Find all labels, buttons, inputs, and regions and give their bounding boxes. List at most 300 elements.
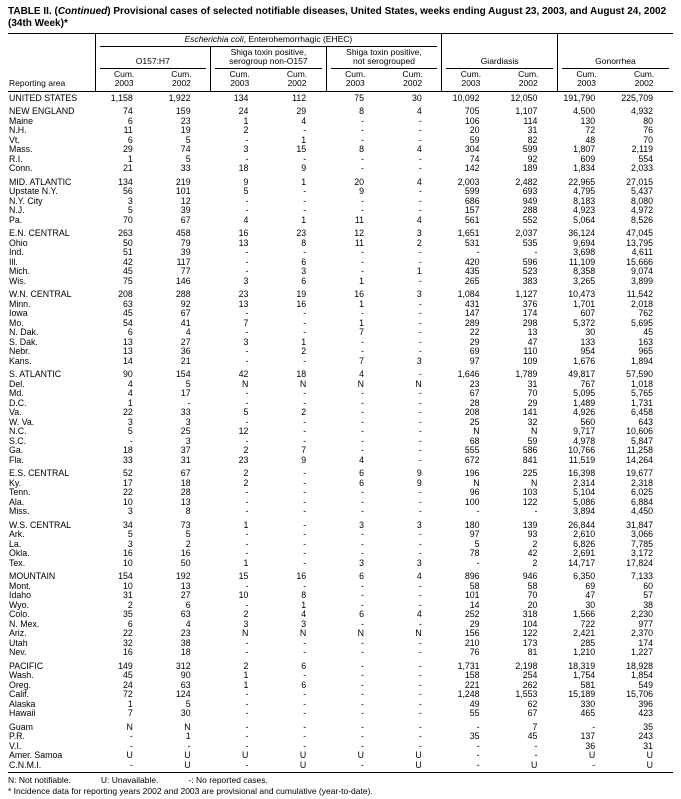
value-cell: 561 <box>464 215 480 225</box>
value-cell: N <box>126 721 133 732</box>
reporting-area-cell: S. ATLANTIC <box>9 369 62 379</box>
value-cell: - <box>418 721 422 732</box>
value-cell: 4 <box>359 455 364 465</box>
reporting-area-cell: Ky. <box>9 478 22 488</box>
value-cell: 5,372 <box>573 318 596 328</box>
value-cell: - <box>361 135 364 145</box>
value-cell: - <box>245 309 249 318</box>
value-cell: 1,894 <box>630 356 653 366</box>
value-cell: 3,066 <box>630 530 653 539</box>
footnotes <box>8 773 673 796</box>
table-row <box>8 206 673 216</box>
value-cell: 6 <box>185 600 191 610</box>
value-cell: - <box>303 417 307 427</box>
value-cell: - <box>418 276 422 286</box>
table-row <box>8 479 673 489</box>
value-cell: 6,025 <box>630 488 653 497</box>
value-cell: 67 <box>527 709 538 718</box>
value-cell: 383 <box>522 276 538 286</box>
value-cell: 30 <box>180 709 191 718</box>
value-cell: - <box>129 436 133 446</box>
reporting-area-cell: Minn. <box>9 299 31 309</box>
value-cell: - <box>361 196 364 206</box>
value-cell: 23 <box>469 379 480 389</box>
value-cell: 896 <box>464 571 480 581</box>
value-cell: 3 <box>243 337 249 347</box>
value-cell: 15,189 <box>568 690 596 699</box>
value-cell: - <box>245 206 249 215</box>
value-cell: 312 <box>175 660 191 671</box>
value-cell: 554 <box>638 154 653 164</box>
value-cell: 6 <box>359 478 364 488</box>
reporting-area-cell: Conn. <box>9 164 33 173</box>
reporting-area-cell: Del. <box>9 379 25 389</box>
value-cell: 6 <box>301 660 307 671</box>
value-cell: 9 <box>359 187 364 196</box>
value-cell: 535 <box>522 238 538 248</box>
value-cell: 5 <box>185 379 191 389</box>
value-cell: - <box>418 741 422 751</box>
value-cell: 146 <box>175 276 191 286</box>
value-cell: 549 <box>638 680 653 690</box>
value-cell: - <box>361 126 364 135</box>
value-cell: - <box>361 248 364 257</box>
value-cell: 5 <box>243 408 249 417</box>
value-cell: - <box>245 328 249 337</box>
value-cell: 97 <box>469 530 480 539</box>
value-cell: 21 <box>180 356 191 366</box>
value-cell: 10 <box>123 558 133 568</box>
value-cell: 49,817 <box>568 369 596 379</box>
table-row <box>8 91 673 103</box>
value-cell: - <box>303 309 307 318</box>
value-cell: 10,473 <box>568 289 596 299</box>
value-cell: 3 <box>301 267 307 276</box>
value-cell: 304 <box>464 145 480 154</box>
notifiable-diseases-table <box>8 33 673 773</box>
value-cell: 147 <box>464 309 480 318</box>
value-cell: - <box>418 408 422 417</box>
value-cell: 263 <box>118 228 133 238</box>
value-cell: 7,133 <box>630 571 653 581</box>
value-cell: 106 <box>464 116 480 126</box>
table-row <box>8 338 673 348</box>
column-header-5: Cum. 2003 <box>326 69 384 92</box>
table-row <box>8 328 673 338</box>
value-cell: - <box>361 347 364 356</box>
value-cell: 11 <box>123 126 133 135</box>
value-cell: 7 <box>532 721 538 732</box>
value-cell: 435 <box>464 267 480 276</box>
value-cell: 12 <box>180 196 191 206</box>
value-cell: 1,553 <box>515 690 538 699</box>
reporting-area-cell: Mont. <box>9 581 32 591</box>
reporting-area-cell: Alaska <box>9 699 36 709</box>
value-cell: 4 <box>301 610 307 619</box>
value-cell: - <box>361 648 364 657</box>
value-cell: 3 <box>301 619 307 629</box>
table-row <box>8 629 673 639</box>
value-cell: - <box>534 248 538 257</box>
value-cell: - <box>245 732 249 741</box>
value-cell: 2,037 <box>515 228 538 238</box>
value-cell: 16 <box>296 299 307 309</box>
value-cell: - <box>303 638 307 648</box>
table-row <box>8 418 673 428</box>
reporting-area-cell: Fla. <box>9 455 24 465</box>
value-cell: 4,972 <box>630 206 653 215</box>
reporting-area-cell: Tenn. <box>9 488 31 497</box>
value-cell: 20 <box>469 126 480 135</box>
table-row <box>8 582 673 592</box>
value-cell: - <box>534 741 538 751</box>
value-cell: 5,847 <box>630 436 653 446</box>
value-cell: - <box>418 488 422 497</box>
table-row <box>8 408 673 418</box>
value-cell: 30 <box>585 600 596 610</box>
value-cell: 3 <box>416 519 422 530</box>
value-cell: 1 <box>301 337 307 347</box>
value-cell: - <box>303 721 307 732</box>
value-cell: - <box>361 581 364 591</box>
value-cell: 72 <box>123 690 133 699</box>
table-row <box>8 300 673 310</box>
value-cell: - <box>245 530 249 539</box>
value-cell: - <box>476 721 480 732</box>
value-cell: 5 <box>127 530 133 539</box>
value-cell: 78 <box>469 549 480 558</box>
value-cell: - <box>418 398 422 408</box>
value-cell: 77 <box>180 267 191 276</box>
value-cell: 59 <box>469 135 480 145</box>
value-cell: - <box>418 347 422 356</box>
value-cell: 16,398 <box>568 468 596 478</box>
value-cell: 18,319 <box>568 660 596 671</box>
value-cell: 55 <box>469 709 480 718</box>
reporting-area-cell: Ark. <box>9 530 25 539</box>
value-cell: 50 <box>123 238 133 248</box>
value-cell: 18 <box>180 648 191 657</box>
value-cell: 48 <box>585 135 596 145</box>
value-cell: 39 <box>180 206 191 215</box>
value-cell: 20 <box>527 600 538 610</box>
value-cell: 35 <box>643 721 653 732</box>
value-cell: 3 <box>359 519 364 530</box>
value-cell: - <box>245 356 249 366</box>
value-cell: 6 <box>301 680 307 690</box>
value-cell: 693 <box>522 187 538 196</box>
column-header-3: Cum. 2003 <box>211 69 269 92</box>
value-cell: 5 <box>243 187 249 196</box>
reporting-area-cell: Mass. <box>9 145 33 154</box>
value-cell: 1,084 <box>457 289 480 299</box>
value-cell: 4 <box>416 571 422 581</box>
value-cell: 265 <box>464 276 480 286</box>
value-cell: - <box>418 549 422 558</box>
value-cell: 22 <box>123 488 133 497</box>
value-cell: 27,015 <box>626 176 653 187</box>
value-cell: 101 <box>464 591 480 600</box>
value-cell: - <box>442 761 500 773</box>
column-header-6: Cum. 2002 <box>384 69 442 92</box>
value-cell: 37 <box>180 446 191 455</box>
value-cell: 3 <box>127 196 133 206</box>
legend-item: U: Unavailable. <box>100 775 159 785</box>
value-cell: 23 <box>180 629 191 638</box>
value-cell: - <box>361 591 364 600</box>
value-cell: 1 <box>359 318 364 328</box>
value-cell: - <box>361 699 364 709</box>
value-cell: 13 <box>123 347 133 356</box>
value-cell: 6 <box>127 328 133 337</box>
value-cell: - <box>303 732 307 741</box>
value-cell: 6,350 <box>573 571 596 581</box>
value-cell: 24 <box>123 680 133 690</box>
value-cell: N <box>357 379 364 389</box>
reporting-area-cell: UNITED STATES <box>9 92 78 103</box>
reporting-area-cell: Ohio <box>9 238 28 248</box>
value-cell: 36,124 <box>568 228 596 238</box>
value-cell: U <box>299 751 307 760</box>
value-cell: - <box>418 446 422 455</box>
value-cell: 2,003 <box>457 176 480 187</box>
column-header-4: Cum. 2002 <box>268 69 326 92</box>
value-cell: 73 <box>180 519 191 530</box>
value-cell: 219 <box>175 176 191 187</box>
value-cell: 59 <box>527 436 538 446</box>
value-cell: N <box>299 379 307 389</box>
table-row <box>8 620 673 630</box>
value-cell: - <box>303 699 307 709</box>
table-row <box>8 117 673 127</box>
table-row <box>8 465 673 479</box>
value-cell: 13,795 <box>626 238 653 248</box>
value-cell: - <box>303 558 307 568</box>
reporting-area-cell: Colo. <box>9 610 30 619</box>
legend-item: -: No reported cases. <box>188 775 268 785</box>
value-cell: 6 <box>359 571 364 581</box>
reporting-area-cell: V.I. <box>9 741 22 751</box>
value-cell: 2,198 <box>515 660 538 671</box>
value-cell: 8,183 <box>573 196 596 206</box>
value-cell: 174 <box>522 309 538 318</box>
value-cell: 5 <box>185 154 191 164</box>
value-cell: 12 <box>238 427 249 436</box>
value-cell: 134 <box>233 92 249 103</box>
value-cell: 3,265 <box>573 276 596 286</box>
value-cell: 977 <box>638 619 653 629</box>
value-cell: 1 <box>243 671 249 680</box>
value-cell: 3 <box>243 145 249 154</box>
value-cell: 82 <box>527 135 538 145</box>
value-cell: 110 <box>523 347 538 356</box>
value-cell: 31 <box>180 455 191 465</box>
value-cell: 1,754 <box>573 671 596 680</box>
value-cell: - <box>303 389 307 398</box>
value-cell: 2 <box>243 610 249 619</box>
value-cell: 609 <box>580 154 596 164</box>
value-cell: 1,018 <box>630 379 653 389</box>
table-row <box>8 145 673 155</box>
value-cell: 56 <box>123 187 133 196</box>
value-cell: - <box>245 741 249 751</box>
value-cell: 10,092 <box>452 92 480 103</box>
reporting-area-cell: R.I. <box>9 154 23 164</box>
value-cell: - <box>418 337 422 347</box>
value-cell: - <box>418 248 422 257</box>
value-cell: 5 <box>474 539 480 549</box>
value-cell: 9 <box>243 176 249 187</box>
value-cell: 47 <box>585 591 596 600</box>
value-cell: 74 <box>180 145 191 154</box>
subgroup-shiga-non-o157-header: Shiga toxin positive, serogroup non-O157 <box>211 47 327 69</box>
reporting-area-cell: NEW ENGLAND <box>9 106 75 116</box>
column-header-10: Cum. 2002 <box>615 69 673 92</box>
value-cell: - <box>245 600 249 610</box>
value-cell: 672 <box>464 455 480 465</box>
value-cell: - <box>245 549 249 558</box>
value-cell: 1,248 <box>457 690 480 699</box>
value-cell: 9,717 <box>573 427 596 436</box>
ehec-rest-label: , Enterohemorrhagic (EHEC) <box>243 34 353 44</box>
reporting-area-cell: Upstate N.Y. <box>9 187 58 196</box>
value-cell: 23 <box>238 289 249 299</box>
value-cell: - <box>361 427 364 436</box>
value-cell: 109 <box>522 356 538 366</box>
value-cell: - <box>418 638 422 648</box>
value-cell: 1 <box>243 116 249 126</box>
value-cell: 45 <box>123 267 133 276</box>
value-cell: 122 <box>522 497 538 507</box>
table-row <box>8 366 673 380</box>
value-cell: 68 <box>469 436 480 446</box>
value-cell: U <box>357 751 364 760</box>
value-cell: 14,717 <box>568 558 596 568</box>
value-cell: 24 <box>238 106 249 116</box>
value-cell: 16 <box>123 648 133 657</box>
value-cell: - <box>476 248 480 257</box>
value-cell: 8,526 <box>630 215 653 225</box>
value-cell: 76 <box>469 648 480 657</box>
value-cell: 288 <box>522 206 538 215</box>
value-cell: 10,606 <box>626 427 653 436</box>
table-row <box>8 719 673 733</box>
value-cell: - <box>418 680 422 690</box>
value-cell: - <box>361 721 364 732</box>
table-week-label: (34th Week)* <box>8 17 68 29</box>
value-cell: - <box>95 761 153 773</box>
title-continued: Continued <box>57 6 108 17</box>
value-cell: 9,694 <box>573 238 596 248</box>
value-cell: 60 <box>643 581 653 591</box>
table-row <box>8 732 673 742</box>
value-cell: - <box>303 356 307 366</box>
table-row <box>8 498 673 508</box>
value-cell: 2 <box>416 238 422 248</box>
value-cell: - <box>245 488 249 497</box>
value-cell: 5,064 <box>573 215 596 225</box>
value-cell: 3 <box>127 539 133 549</box>
reporting-area-header: Reporting area <box>8 34 95 92</box>
table-row <box>8 568 673 582</box>
table-row <box>8 507 673 517</box>
table-row <box>8 187 673 197</box>
value-cell: 4 <box>127 379 133 389</box>
value-cell: 5,086 <box>573 497 596 507</box>
value-cell: 3 <box>127 507 133 516</box>
value-cell: 22 <box>123 629 133 638</box>
table-row <box>8 399 673 409</box>
value-cell: 139 <box>522 519 538 530</box>
value-cell: 1 <box>243 519 249 530</box>
title-main: ) Provisional cases of selected notifiable diseases, United States, weeks ending August 23, 2003, and August 24, 2002 <box>107 6 667 17</box>
reporting-area-cell: W.S. CENTRAL <box>9 519 72 530</box>
value-cell: 2,610 <box>573 530 596 539</box>
value-cell: 6 <box>127 116 133 126</box>
value-cell: 2 <box>243 126 249 135</box>
value-cell: 3,899 <box>630 276 653 286</box>
table-row <box>8 591 673 601</box>
value-cell: - <box>361 206 364 215</box>
reporting-area-cell: D.C. <box>9 398 27 408</box>
value-cell: 67 <box>180 215 191 225</box>
value-cell: 3 <box>416 558 422 568</box>
value-cell: 4,923 <box>573 206 596 215</box>
value-cell: 6 <box>359 468 364 478</box>
value-cell: - <box>303 581 307 591</box>
value-cell: 2 <box>532 558 538 568</box>
value-cell: - <box>303 507 307 516</box>
value-cell: - <box>211 761 269 773</box>
column-header-2: Cum. 2002 <box>153 69 211 92</box>
value-cell: 196 <box>464 468 480 478</box>
value-cell: 3,172 <box>630 549 653 558</box>
value-cell: 31 <box>123 591 133 600</box>
value-cell: - <box>303 497 307 507</box>
table-row <box>8 700 673 710</box>
value-cell: 560 <box>580 417 596 427</box>
value-cell: 29 <box>123 145 133 154</box>
value-cell: 34 <box>123 519 133 530</box>
value-cell: - <box>361 671 364 680</box>
table-row <box>8 671 673 681</box>
value-cell: U <box>615 761 673 773</box>
reporting-area-cell: W. Va. <box>9 417 35 427</box>
value-cell: U <box>500 761 558 773</box>
value-cell: 156 <box>464 629 480 638</box>
reporting-area-cell: Kans. <box>9 356 32 366</box>
value-cell: 103 <box>522 488 538 497</box>
value-cell: 63 <box>123 299 133 309</box>
value-cell: 39 <box>180 248 191 257</box>
value-cell: - <box>303 206 307 215</box>
value-cell: - <box>418 690 422 699</box>
table-row <box>8 610 673 620</box>
value-cell: 210 <box>464 638 480 648</box>
value-cell: 9 <box>301 455 307 465</box>
value-cell: 1,731 <box>630 398 653 408</box>
table-row <box>8 309 673 319</box>
value-cell: 69 <box>469 347 480 356</box>
column-header-8: Cum. 2002 <box>500 69 558 92</box>
table-row <box>8 540 673 550</box>
reporting-area-cell: Wis. <box>9 276 27 286</box>
value-cell: 288 <box>175 289 191 299</box>
reporting-area-cell: Okla. <box>9 549 30 558</box>
value-cell: 6 <box>301 276 307 286</box>
table-title <box>8 6 673 18</box>
value-cell: N <box>242 629 249 638</box>
